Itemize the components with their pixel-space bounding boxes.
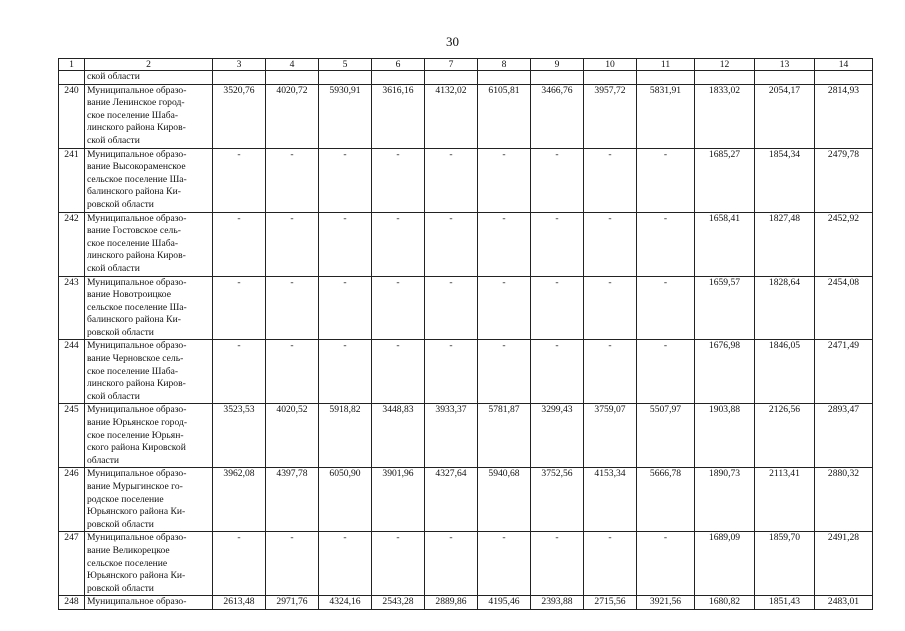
value-cell: - <box>584 340 637 404</box>
municipality-name-line: родское поселение <box>87 493 164 505</box>
municipality-name-line: Муниципальное образо- <box>87 212 187 224</box>
municipality-name-line: Муниципальное образо- <box>87 532 187 544</box>
table-row <box>59 532 873 596</box>
value-cell: - <box>637 532 695 596</box>
value-cell: 6105,81 <box>478 84 531 148</box>
municipality-name-cell <box>85 276 213 340</box>
row-number-cell: 247 <box>59 532 85 596</box>
table-row <box>59 84 873 148</box>
tariff-table <box>58 58 873 610</box>
value-cell: 1859,70 <box>755 532 815 596</box>
value-cell: - <box>531 276 584 340</box>
value-cell: 2479,78 <box>815 148 873 212</box>
value-cell: 2715,56 <box>584 596 637 610</box>
value-cell: 1676,98 <box>695 340 755 404</box>
column-number-row <box>59 59 873 71</box>
table-row <box>59 148 873 212</box>
municipality-name-line: вание Великорецкое <box>87 544 170 556</box>
value-cell: - <box>213 148 266 212</box>
municipality-name-line: вание Высокораменское <box>87 161 186 173</box>
value-cell: - <box>478 212 531 276</box>
value-cell: 4020,52 <box>266 404 319 468</box>
value-cell: - <box>425 212 478 276</box>
value-cell: 4020,72 <box>266 84 319 148</box>
value-cell: - <box>637 148 695 212</box>
municipality-name-cell <box>85 148 213 212</box>
value-cell: - <box>584 532 637 596</box>
municipality-name-cell <box>85 468 213 532</box>
municipality-name-line: вание Гостовское сель- <box>87 225 181 237</box>
row-number-cell: 242 <box>59 212 85 276</box>
table-row <box>59 212 873 276</box>
value-cell: 3448,83 <box>372 404 425 468</box>
value-cell: - <box>478 340 531 404</box>
municipality-name-line: ровской области <box>87 198 154 210</box>
value-cell: - <box>319 276 372 340</box>
value-cell: 2126,56 <box>755 404 815 468</box>
municipality-name-line: ской области <box>87 262 140 274</box>
row-number-cell: 240 <box>59 84 85 148</box>
municipality-name-line: Муниципальное образо- <box>87 84 187 96</box>
municipality-name-line: линского района Киров- <box>87 378 186 390</box>
municipality-name-line: ское поселение Юрьян- <box>87 429 184 441</box>
value-cell: 2483,01 <box>815 596 873 610</box>
value-cell: 1846,05 <box>755 340 815 404</box>
municipality-name-line: вание Мурыгинское го- <box>87 481 183 492</box>
column-number-header: 8 <box>478 59 531 71</box>
column-number-header: 10 <box>584 59 637 71</box>
continuation-row <box>59 71 873 85</box>
value-cell: 2889,86 <box>425 596 478 610</box>
value-cell: 5918,82 <box>319 404 372 468</box>
value-cell: - <box>319 148 372 212</box>
value-cell: - <box>637 340 695 404</box>
value-cell: 3901,96 <box>372 468 425 532</box>
municipality-name-cell <box>85 532 213 596</box>
value-cell: - <box>637 276 695 340</box>
municipality-name-line: ровской области <box>87 326 154 338</box>
value-cell: - <box>425 276 478 340</box>
column-number-header: 6 <box>372 59 425 71</box>
value-cell: - <box>266 212 319 276</box>
value-cell: 2543,28 <box>372 596 425 610</box>
value-cell: 2880,32 <box>815 468 873 532</box>
value-cell: - <box>478 532 531 596</box>
table-row <box>59 340 873 404</box>
value-cell: 5666,78 <box>637 468 695 532</box>
municipality-name-line: ровской области <box>87 582 154 594</box>
table-row <box>59 468 873 532</box>
municipality-name-line: ское поселение Шаба- <box>87 237 179 249</box>
column-number-header: 2 <box>85 59 213 71</box>
value-cell: 2471,49 <box>815 340 873 404</box>
value-cell: 3759,07 <box>584 404 637 468</box>
value-cell: 3466,76 <box>531 84 584 148</box>
municipality-name-line: вание Черновское сель- <box>87 353 184 365</box>
value-cell: 1659,57 <box>695 276 755 340</box>
value-cell: 2393,88 <box>531 596 584 610</box>
value-cell: 4397,78 <box>266 468 319 532</box>
value-cell: 1833,02 <box>695 84 755 148</box>
value-cell: - <box>425 148 478 212</box>
value-cell: - <box>213 212 266 276</box>
row-number-cell: 243 <box>59 276 85 340</box>
municipality-name-cell <box>85 84 213 148</box>
value-cell: - <box>531 532 584 596</box>
value-cell: 1658,41 <box>695 212 755 276</box>
value-cell: 1685,27 <box>695 148 755 212</box>
value-cell: - <box>266 276 319 340</box>
municipality-name-cell <box>85 596 213 610</box>
municipality-name-line: ской области <box>87 390 140 402</box>
value-cell: - <box>319 212 372 276</box>
value-cell: 2452,92 <box>815 212 873 276</box>
municipality-name-line: балинского района Ки- <box>87 314 181 326</box>
value-cell: 3921,56 <box>637 596 695 610</box>
municipality-name-line: линского района Киров- <box>87 250 186 262</box>
municipality-name-line: сельское поселение <box>87 557 168 569</box>
value-cell: 6050,90 <box>319 468 372 532</box>
municipality-name-line: линского района Киров- <box>87 122 186 134</box>
value-cell: - <box>266 532 319 596</box>
value-cell: - <box>319 340 372 404</box>
value-cell: 2054,17 <box>755 84 815 148</box>
value-cell: - <box>584 212 637 276</box>
continuation-num-cell <box>59 71 85 85</box>
municipality-name-line: Муниципальное образо- <box>87 596 187 608</box>
value-cell: 4153,34 <box>584 468 637 532</box>
value-cell: - <box>213 276 266 340</box>
municipality-name-line: Муниципальное образо- <box>87 148 187 160</box>
value-cell: - <box>372 340 425 404</box>
row-number-cell: 245 <box>59 404 85 468</box>
value-cell: 4324,16 <box>319 596 372 610</box>
value-cell: 1689,09 <box>695 532 755 596</box>
value-cell: - <box>584 276 637 340</box>
value-cell: - <box>478 276 531 340</box>
municipality-name-line: ское поселение Шаба- <box>87 365 179 377</box>
column-number-header: 1 <box>59 59 85 71</box>
value-cell: 5831,91 <box>637 84 695 148</box>
value-cell: - <box>372 532 425 596</box>
value-cell: 3616,16 <box>372 84 425 148</box>
value-cell: - <box>584 148 637 212</box>
value-cell: - <box>372 212 425 276</box>
value-cell: 1680,82 <box>695 596 755 610</box>
value-cell: 2971,76 <box>266 596 319 610</box>
value-cell: 5940,68 <box>478 468 531 532</box>
value-cell: 1828,64 <box>755 276 815 340</box>
value-cell: 3752,56 <box>531 468 584 532</box>
value-cell: 4195,46 <box>478 596 531 610</box>
value-cell: 4132,02 <box>425 84 478 148</box>
value-cell: - <box>266 148 319 212</box>
row-number-cell: 241 <box>59 148 85 212</box>
value-cell: 2454,08 <box>815 276 873 340</box>
value-cell: - <box>372 148 425 212</box>
table-row <box>59 276 873 340</box>
column-number-header: 9 <box>531 59 584 71</box>
municipality-name-line: Юрьянского района Ки- <box>87 570 186 582</box>
column-number-header: 12 <box>695 59 755 71</box>
column-number-header: 11 <box>637 59 695 71</box>
table-row <box>59 596 873 610</box>
municipality-name-line: области <box>87 454 120 466</box>
value-cell: 1890,73 <box>695 468 755 532</box>
column-number-header: 3 <box>213 59 266 71</box>
value-cell: 2113,41 <box>755 468 815 532</box>
value-cell: - <box>266 340 319 404</box>
municipality-name-line: Муниципальное образо- <box>87 404 187 416</box>
column-number-header: 13 <box>755 59 815 71</box>
municipality-name-line: ровской области <box>87 518 154 530</box>
column-number-header: 7 <box>425 59 478 71</box>
value-cell: - <box>531 148 584 212</box>
row-number-cell: 244 <box>59 340 85 404</box>
value-cell: - <box>425 340 478 404</box>
value-cell: 3933,37 <box>425 404 478 468</box>
column-number-header: 5 <box>319 59 372 71</box>
row-number-cell: 246 <box>59 468 85 532</box>
municipality-name-line: Юрьянского района Ки- <box>87 506 186 518</box>
value-cell: - <box>213 340 266 404</box>
municipality-name-line: ской области <box>87 134 140 146</box>
municipality-name-line: ского района Кировской <box>87 442 186 454</box>
value-cell: 4327,64 <box>425 468 478 532</box>
municipality-name-line: вание Ленинское город- <box>87 97 185 109</box>
value-cell: 1851,43 <box>755 596 815 610</box>
value-cell: 3523,53 <box>213 404 266 468</box>
value-cell: - <box>531 212 584 276</box>
column-number-header: 14 <box>815 59 873 71</box>
municipality-name-cell <box>85 404 213 468</box>
value-cell: 5507,97 <box>637 404 695 468</box>
value-cell: - <box>213 532 266 596</box>
municipality-name-cell <box>85 212 213 276</box>
value-cell: - <box>478 148 531 212</box>
page-number: 30 <box>446 34 459 49</box>
value-cell: - <box>319 532 372 596</box>
continuation-name-cell: ской области <box>85 71 213 85</box>
value-cell: - <box>531 340 584 404</box>
value-cell: 2814,93 <box>815 84 873 148</box>
column-number-header: 4 <box>266 59 319 71</box>
municipality-name-line: вание Новотроицкое <box>87 289 171 301</box>
municipality-name-line: ское поселение Шаба- <box>87 109 179 121</box>
value-cell: 1903,88 <box>695 404 755 468</box>
value-cell: - <box>372 276 425 340</box>
value-cell: 1854,34 <box>755 148 815 212</box>
value-cell: 1827,48 <box>755 212 815 276</box>
value-cell: 2491,28 <box>815 532 873 596</box>
value-cell: 5930,91 <box>319 84 372 148</box>
municipality-name-line: Муниципальное образо- <box>87 276 187 288</box>
municipality-name-line: Муниципальное образо- <box>87 468 187 480</box>
value-cell: 3520,76 <box>213 84 266 148</box>
municipality-name-line: Муниципальное образо- <box>87 340 187 352</box>
municipality-name-line: сельское поселение Ша- <box>87 301 187 313</box>
value-cell: - <box>425 532 478 596</box>
value-cell: 2893,47 <box>815 404 873 468</box>
municipality-name-cell <box>85 340 213 404</box>
value-cell: 3299,43 <box>531 404 584 468</box>
row-number-cell: 248 <box>59 596 85 610</box>
value-cell: - <box>637 212 695 276</box>
value-cell: 5781,87 <box>478 404 531 468</box>
value-cell: 2613,48 <box>213 596 266 610</box>
municipality-name-line: вание Юрьянское город- <box>87 417 188 429</box>
value-cell: 3957,72 <box>584 84 637 148</box>
value-cell: 3962,08 <box>213 468 266 532</box>
table-row <box>59 404 873 468</box>
municipality-name-line: балинского района Ки- <box>87 186 181 198</box>
municipality-name-line: сельское поселение Ша- <box>87 173 187 185</box>
